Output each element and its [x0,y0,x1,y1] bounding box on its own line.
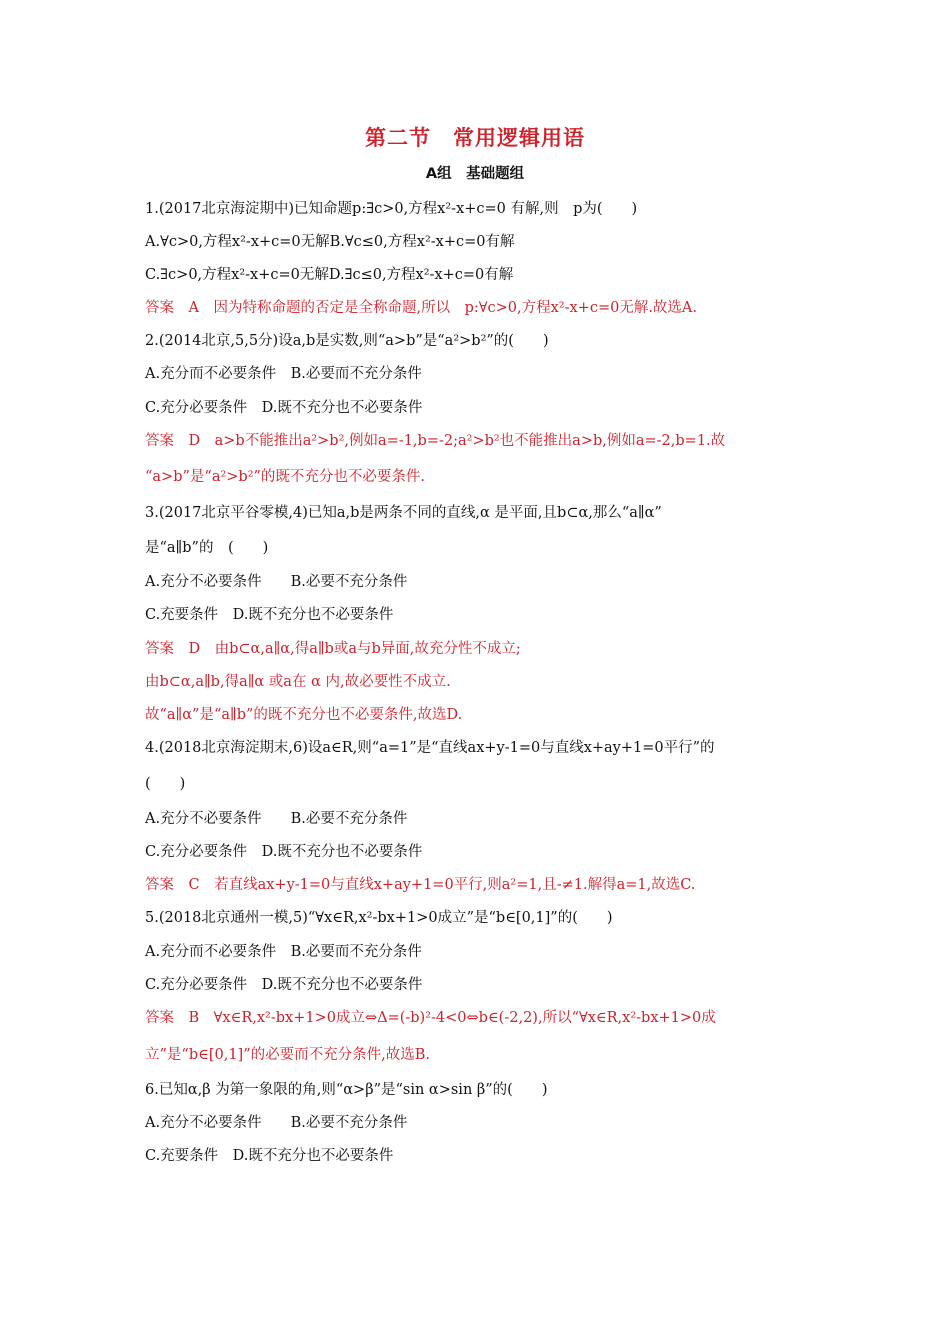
question-4-line-2: ( ) [145,776,186,792]
answer-5-line-2: 立”是“b∈[0,1]”的必要而不充分条件,故选B. [145,1047,431,1063]
answer-1: 答案 A 因为特称命题的否定是全称命题,所以 p:∀c>0,方程x²-x+c=0无解.故选A. [145,300,698,316]
answer-4: 答案 C 若直线ax+y-1=0与直线x+ay+1=0平行,则a²=1,且-≠1.解得a=1,故选C. [145,877,696,893]
question-3-options-ab: A.充分不必要条件 B.必要不充分条件 [145,574,408,590]
answer-2-line-2: “a>b”是“a²>b²”的既不充分也不必要条件. [145,469,426,485]
question-3-line-2: 是“a∥b”的 ( ) [145,540,269,556]
answer-3-line-3: 故“a∥α”是“a∥b”的既不充分也不必要条件,故选D. [145,707,463,723]
answer-3-line-1: 答案 D 由b⊂α,a∥α,得a∥b或a与b异面,故充分性不成立; [145,641,521,657]
question-4-options-cd: C.充分必要条件 D.既不充分也不必要条件 [145,844,423,860]
question-4-options-ab: A.充分不必要条件 B.必要不充分条件 [145,811,408,827]
question-2-options-cd: C.充分必要条件 D.既不充分也不必要条件 [145,400,423,416]
question-3-line-1: 3.(2017北京平谷零模,4)已知a,b是两条不同的直线,α 是平面,且b⊂α,那么“a∥α” [145,505,662,521]
answer-5-line-1: 答案 B ∀x∈R,x²-bx+1>0成立⇔Δ=(-b)²-4<0⇔b∈(-2,2),所以“∀x∈R,x²-bx+1>0成 [145,1010,716,1026]
answer-2-line-1: 答案 D a>b不能推出a²>b²,例如a=-1,b=-2;a²>b²也不能推出a>b,例如a=-2,b=1.故 [145,433,726,449]
question-1-options-ab: A.∀c>0,方程x²-x+c=0无解B.∀c≤0,方程x²-x+c=0有解 [145,234,515,250]
question-5-options-ab: A.充分而不必要条件 B.必要而不充分条件 [145,944,422,960]
group-subtitle: A组 基础题组 [425,166,525,182]
question-3-options-cd: C.充要条件 D.既不充分也不必要条件 [145,607,394,623]
question-5-options-cd: C.充分必要条件 D.既不充分也不必要条件 [145,977,423,993]
question-1-options-cd: C.∃c>0,方程x²-x+c=0无解D.∃c≤0,方程x²-x+c=0有解 [145,267,514,283]
answer-3-line-2: 由b⊂α,a∥b,得a∥α 或a在 α 内,故必要性不成立. [145,674,451,690]
question-6-options-ab: A.充分不必要条件 B.必要不充分条件 [145,1115,408,1131]
section-title: 第二节 常用逻辑用语 [365,126,585,150]
question-4-line-1: 4.(2018北京海淀期末,6)设a∈R,则“a=1”是“直线ax+y-1=0与直线x+ay+1=0平行”的 [145,740,715,756]
question-2-options-ab: A.充分而不必要条件 B.必要而不充分条件 [145,366,422,382]
question-5: 5.(2018北京通州一模,5)“∀x∈R,x²-bx+1>0成立”是“b∈[0,1]”的( ) [145,910,613,926]
question-1: 1.(2017北京海淀期中)已知命题p:∃c>0,方程x²-x+c=0 有解,则 p为( ) [145,201,638,217]
question-2: 2.(2014北京,5,5分)设a,b是实数,则“a>b”是“a²>b²”的( ) [145,333,549,349]
question-6: 6.已知α,β 为第一象限的角,则“α>β”是“sin α>sin β”的( ) [145,1082,548,1098]
question-6-options-cd: C.充要条件 D.既不充分也不必要条件 [145,1148,394,1164]
